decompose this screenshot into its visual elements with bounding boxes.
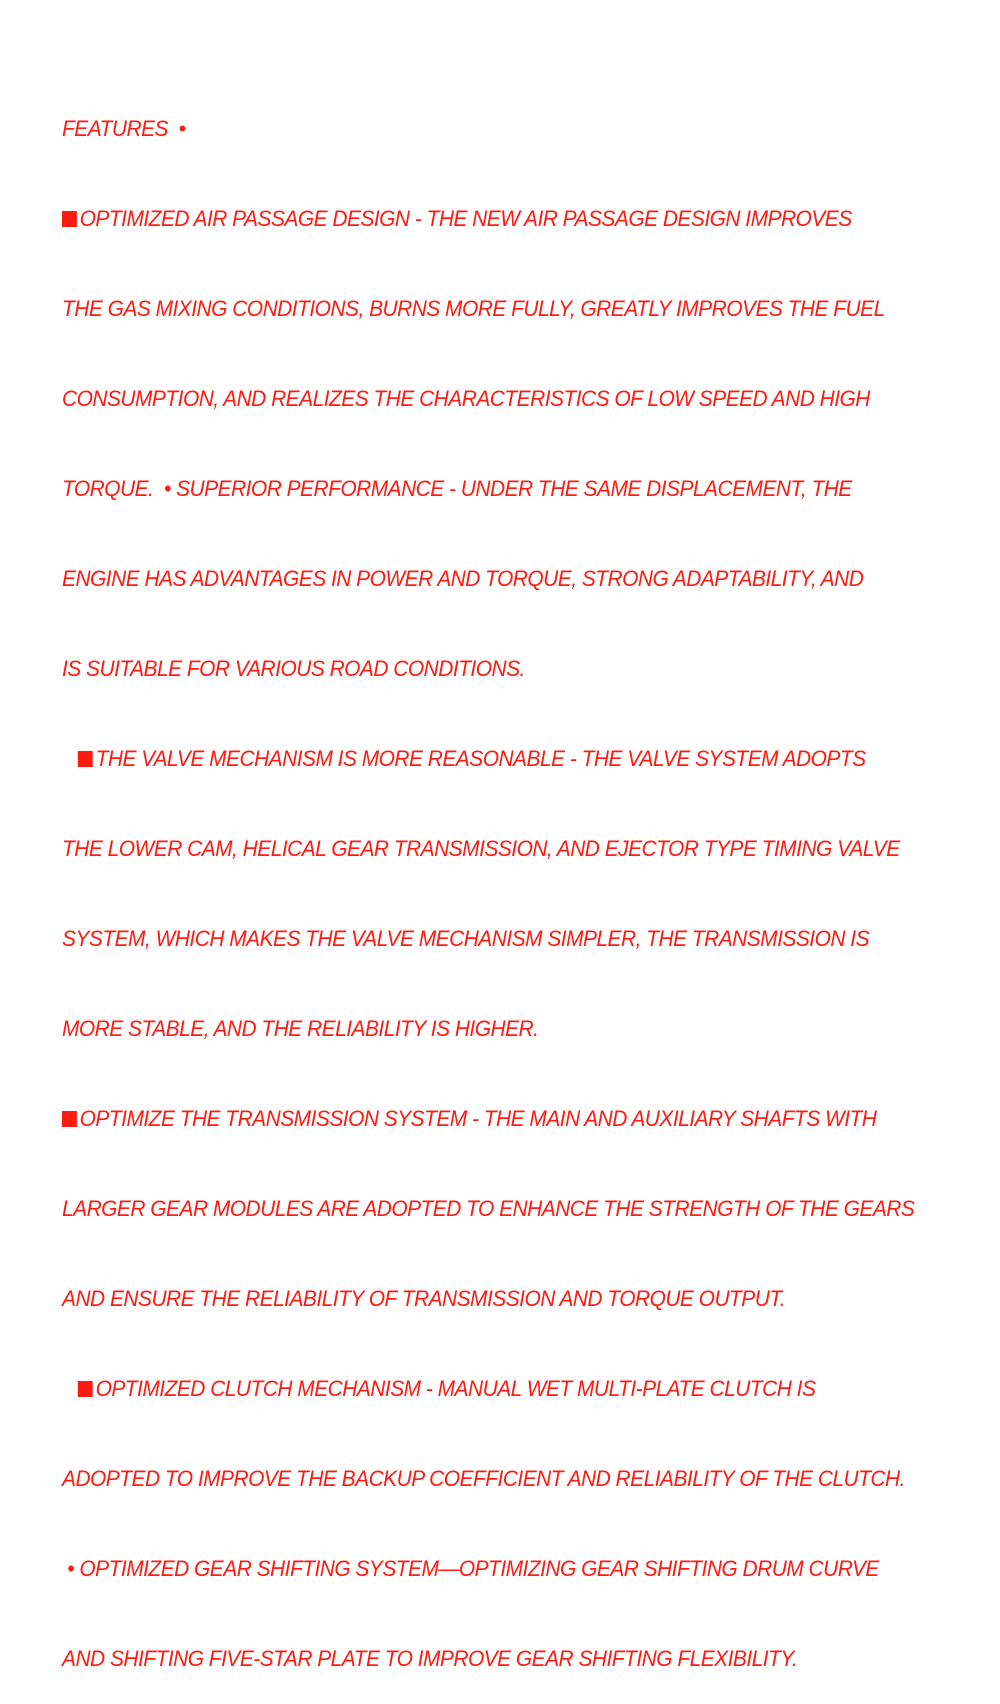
line-text: LARGER GEAR MODULES ARE ADOPTED TO ENHANCE THE STRENGTH OF THE GEARS <box>62 1196 915 1221</box>
line-text: OPTIMIZED AIR PASSAGE DESIGN - THE NEW AIR PASSAGE DESIGN IMPROVES <box>79 206 852 231</box>
text-line <box>62 294 899 324</box>
text-line <box>62 1104 899 1134</box>
line-text: THE GAS MIXING CONDITIONS, BURNS MORE FULLY, GREATLY IMPROVES THE FUEL <box>62 296 885 321</box>
red-square-bullet-icon <box>62 211 77 227</box>
text-line <box>62 564 899 594</box>
features-heading-line <box>62 114 899 144</box>
line-text: • OPTIMIZED GEAR SHIFTING SYSTEM—OPTIMIZING GEAR SHIFTING DRUM CURVE <box>62 1556 879 1581</box>
text-line <box>62 1464 905 1494</box>
text-line <box>62 204 899 234</box>
text-line <box>62 384 899 414</box>
line-text: IS SUITABLE FOR VARIOUS ROAD CONDITIONS. <box>62 656 525 681</box>
line-text: SYSTEM, WHICH MAKES THE VALVE MECHANISM SIMPLER, THE TRANSMISSION IS <box>62 926 870 951</box>
text-line <box>62 1554 899 1584</box>
line-indent <box>62 1376 78 1401</box>
features-heading: FEATURES • <box>62 116 186 141</box>
line-text: CONSUMPTION, AND REALIZES THE CHARACTERISTICS OF LOW SPEED AND HIGH <box>62 386 870 411</box>
text-line <box>62 924 899 954</box>
text-line <box>62 1644 899 1674</box>
line-indent <box>62 746 78 771</box>
text-line <box>62 834 899 864</box>
red-square-bullet-icon <box>78 751 93 767</box>
line-text: OPTIMIZE THE TRANSMISSION SYSTEM - THE MAIN AND AUXILIARY SHAFTS WITH <box>79 1106 877 1131</box>
line-text: THE LOWER CAM, HELICAL GEAR TRANSMISSION, AND EJECTOR TYPE TIMING VALVE <box>62 836 900 861</box>
line-text: AND SHIFTING FIVE-STAR PLATE TO IMPROVE GEAR SHIFTING FLEXIBILITY. <box>62 1646 798 1671</box>
line-text: MORE STABLE, AND THE RELIABILITY IS HIGHER. <box>62 1016 539 1041</box>
line-text: ENGINE HAS ADVANTAGES IN POWER AND TORQUE, STRONG ADAPTABILITY, AND <box>62 566 864 591</box>
line-text: AND ENSURE THE RELIABILITY OF TRANSMISSION AND TORQUE OUTPUT. <box>62 1286 786 1311</box>
red-square-bullet-icon <box>62 1111 77 1127</box>
red-square-bullet-icon <box>78 1381 93 1397</box>
text-line <box>62 654 899 684</box>
line-text: TORQUE. • SUPERIOR PERFORMANCE - UNDER THE SAME DISPLACEMENT, THE <box>62 476 852 501</box>
text-line <box>62 744 899 774</box>
line-text: THE VALVE MECHANISM IS MORE REASONABLE - THE VALVE SYSTEM ADOPTS <box>95 746 866 771</box>
text-line <box>62 1374 899 1404</box>
features-text-block <box>62 54 915 1704</box>
text-line <box>62 1284 899 1314</box>
text-line <box>62 1194 915 1224</box>
text-line <box>62 1014 899 1044</box>
line-text: ADOPTED TO IMPROVE THE BACKUP COEFFICIENT AND RELIABILITY OF THE CLUTCH. <box>62 1466 905 1491</box>
text-line <box>62 474 899 504</box>
line-text: OPTIMIZED CLUTCH MECHANISM - MANUAL WET MULTI-PLATE CLUTCH IS <box>95 1376 816 1401</box>
